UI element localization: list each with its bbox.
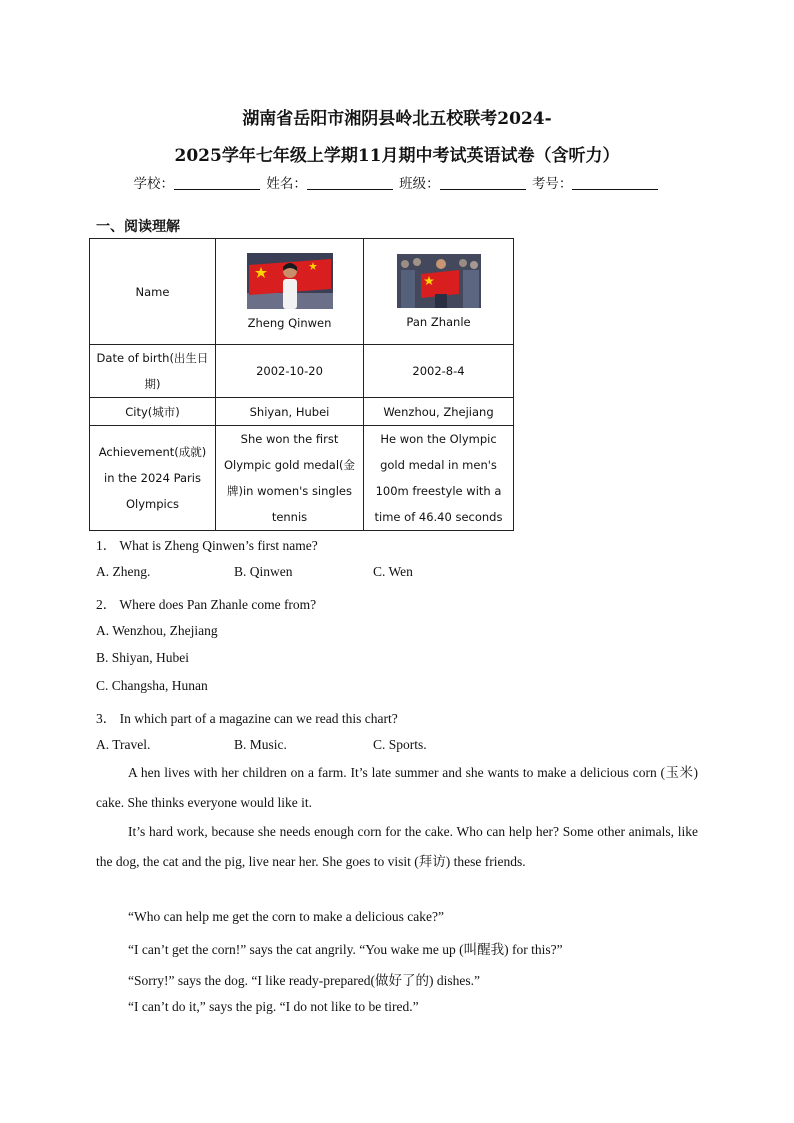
passage-line-3: “Sorry!” says the dog. “I like ready-prepared(做好了的) dishes.” bbox=[128, 973, 481, 988]
name-label: 姓名： bbox=[266, 176, 307, 192]
passage-line-2: “I can’t get the corn!” says the cat angrily. “You wake me up (叫醒我) for this?” bbox=[128, 942, 563, 957]
school-blank[interactable] bbox=[174, 177, 260, 190]
athlete-city: Shiyan, Hubei bbox=[216, 398, 364, 426]
athlete-cell bbox=[216, 239, 364, 345]
row-label-city: City(城市) bbox=[90, 398, 216, 426]
athlete-dob: 2002-8-4 bbox=[364, 345, 514, 398]
athlete-dob: 2002-10-20 bbox=[216, 345, 364, 398]
question-2-option-a[interactable]: A. Wenzhou, Zhejiang bbox=[96, 623, 218, 638]
exam-title-line2: 2025学年七年级上学期11月期中考试英语试卷（含听力） bbox=[174, 146, 620, 166]
exam-number-blank[interactable] bbox=[572, 177, 658, 190]
pan-zhanle-photo bbox=[397, 254, 481, 308]
passage-line-4: “I can’t do it,” says the pig. “I do not like to be tired.” bbox=[128, 999, 419, 1014]
athlete-name: Zheng Qinwen bbox=[247, 315, 332, 330]
question-1-stem: 1． What is Zheng Qinwen’s first name? bbox=[96, 538, 318, 553]
class-blank[interactable] bbox=[440, 177, 526, 190]
athlete-city: Wenzhou, Zhejiang bbox=[364, 398, 514, 426]
zheng-qinwen-photo bbox=[247, 253, 333, 309]
exam-title-line1: 湖南省岳阳市湘阴县岭北五校联考2024- bbox=[242, 109, 552, 129]
athlete-achievement: He won the Olympic gold medal in men's 100m freestyle with a time of 46.40 seconds bbox=[364, 426, 514, 531]
question-3-option-c[interactable]: C. Sports. bbox=[373, 737, 427, 752]
question-1-option-c[interactable]: C. Wen bbox=[373, 564, 413, 579]
question-1-option-a[interactable]: A. Zheng. bbox=[96, 564, 151, 579]
question-2-stem: 2． Where does Pan Zhanle come from? bbox=[96, 597, 317, 612]
table-row bbox=[90, 345, 514, 398]
table-row bbox=[90, 239, 514, 345]
student-info-fields bbox=[0, 172, 794, 192]
question-2-option-c[interactable]: C. Changsha, Hunan bbox=[96, 678, 208, 693]
name-blank[interactable] bbox=[307, 177, 393, 190]
athlete-achievement: She won the first Olympic gold medal(金牌)in women's singles tennis bbox=[216, 426, 364, 531]
question-2-option-b[interactable]: B. Shiyan, Hubei bbox=[96, 650, 189, 665]
athlete-name: Pan Zhanle bbox=[406, 314, 471, 329]
row-label-achievement: Achievement(成就) in the 2024 Paris Olympics bbox=[90, 426, 216, 531]
table-row bbox=[90, 398, 514, 426]
athlete-chart bbox=[89, 238, 514, 531]
exam-number-label: 考号： bbox=[531, 176, 573, 192]
table-row bbox=[90, 426, 514, 531]
question-3-stem: 3． In which part of a magazine can we read this chart? bbox=[96, 711, 398, 726]
question-3-option-a[interactable]: A. Travel. bbox=[96, 737, 151, 752]
question-3-option-b[interactable]: B. Music. bbox=[234, 737, 287, 752]
class-label: 班级： bbox=[399, 176, 440, 192]
passage-line-1: “Who can help me get the corn to make a delicious cake?” bbox=[128, 909, 444, 924]
passage-paragraph-1: A hen lives with her children on a farm. It’s late summer and she wants to make a delicious corn (玉米) cake. She thinks everyone would like it. bbox=[96, 765, 698, 810]
section-title: 一、阅读理解 bbox=[96, 219, 180, 235]
school-label: 学校： bbox=[133, 176, 175, 192]
row-label-name: Name bbox=[90, 239, 216, 345]
athlete-cell bbox=[364, 239, 514, 345]
question-1-option-b[interactable]: B. Qinwen bbox=[234, 564, 293, 579]
passage-paragraph-2: It’s hard work, because she needs enough corn for the cake. Who can help her? Some other animals, like the dog, the cat and the pig, live near her. She goes to visit (拜访) these friends. bbox=[96, 824, 698, 869]
row-label-dob: Date of birth(出生日期) bbox=[90, 345, 216, 398]
